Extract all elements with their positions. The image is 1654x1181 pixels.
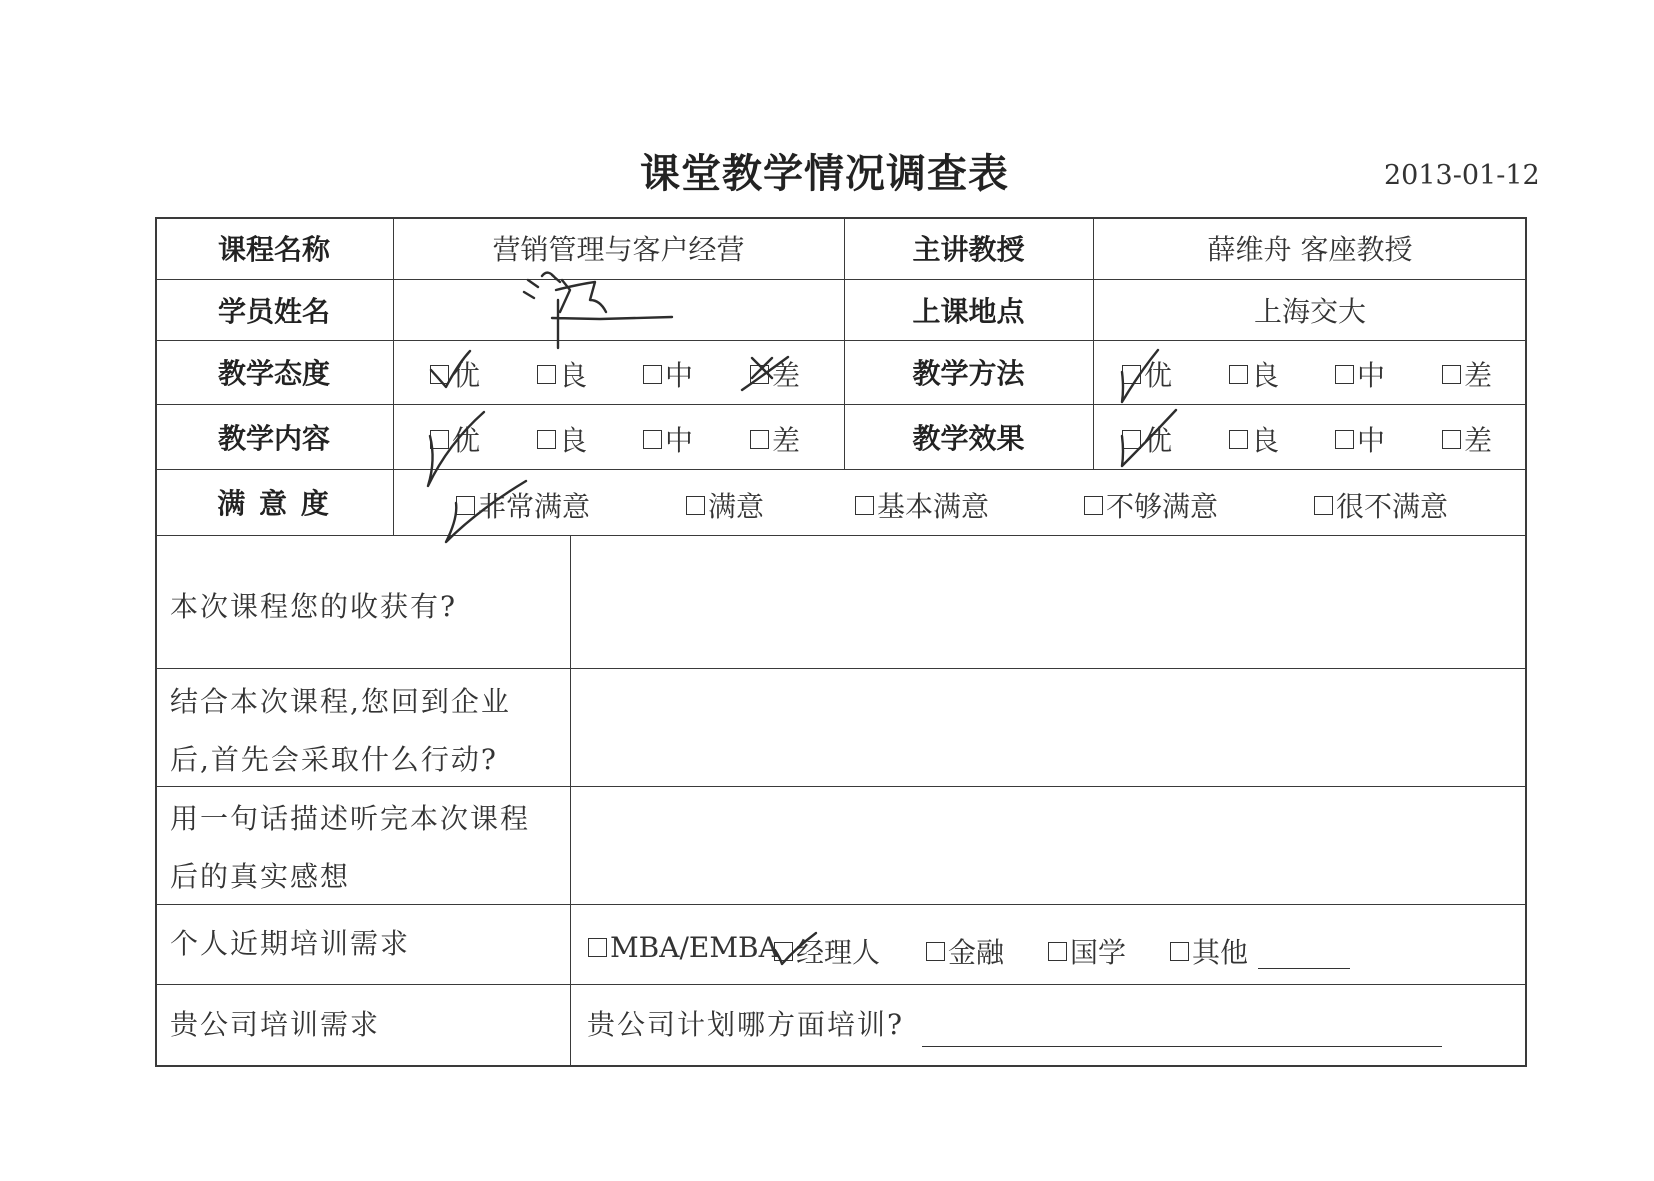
attitude-option-poor[interactable]: 差 (750, 354, 800, 394)
checkbox[interactable] (1229, 365, 1248, 384)
content-label: 教学内容 (217, 421, 330, 455)
method-option-poor[interactable]: 差 (1442, 354, 1492, 394)
checkbox[interactable] (1335, 430, 1354, 449)
content-option-excellent[interactable]: 优 (430, 419, 480, 459)
personal-option-other[interactable]: 其他 (1170, 931, 1248, 971)
course-name-label: 课程名称 (217, 233, 330, 266)
personal-option-guoxue[interactable]: 国学 (1048, 931, 1126, 971)
method-label: 教学方法 (912, 357, 1025, 390)
company-fill-line[interactable] (922, 1046, 1442, 1047)
checkbox[interactable] (1084, 496, 1103, 515)
checkbox[interactable] (1442, 365, 1461, 384)
form-date: 2013-01-12 (1384, 160, 1540, 191)
effect-option-good[interactable]: 良 (1229, 419, 1279, 459)
checkbox[interactable] (588, 938, 607, 957)
checkbox[interactable] (430, 365, 449, 384)
effect-label: 教学效果 (912, 421, 1025, 455)
satisfaction-option-very-satisfied[interactable]: 非常满意 (456, 485, 590, 525)
col-divider (570, 535, 571, 1067)
row-divider (155, 984, 1527, 985)
satisfaction-option-satisfied[interactable]: 满意 (686, 485, 764, 525)
checkbox[interactable] (750, 430, 769, 449)
attitude-option-good[interactable]: 良 (537, 354, 587, 394)
other-fill-line[interactable] (1258, 968, 1350, 969)
checkbox[interactable] (774, 942, 793, 961)
row-divider (155, 668, 1527, 669)
checkbox[interactable] (643, 365, 662, 384)
form-title: 课堂教学情况调查表 (640, 151, 1009, 197)
effect-option-poor[interactable]: 差 (1442, 419, 1492, 459)
student-name-label: 学员姓名 (217, 294, 330, 328)
question-feeling-line1: 用一句话描述听完本次课程 (170, 802, 531, 835)
satisfaction-label: 满 意 度 (217, 487, 331, 520)
satisfaction-option-not-satisfied[interactable]: 不够满意 (1084, 485, 1218, 525)
question-company-training: 贵公司培训需求 (170, 1008, 381, 1041)
personal-option-finance[interactable]: 金融 (926, 931, 1004, 971)
checkbox[interactable] (1122, 430, 1141, 449)
row-divider (155, 904, 1527, 905)
personal-option-mba[interactable]: MBA/EMBA (588, 931, 779, 964)
question-personal-training: 个人近期培训需求 (170, 927, 411, 960)
checkbox[interactable] (537, 365, 556, 384)
checkbox[interactable] (1335, 365, 1354, 384)
personal-option-manager[interactable]: 经理人 (774, 931, 880, 971)
checkbox[interactable] (686, 496, 705, 515)
attitude-option-excellent[interactable]: 优 (430, 354, 480, 394)
content-option-average[interactable]: 中 (643, 419, 693, 459)
company-training-prompt: 贵公司计划哪方面培训? (587, 1008, 905, 1041)
content-option-good[interactable]: 良 (537, 419, 587, 459)
effect-option-average[interactable]: 中 (1335, 419, 1385, 459)
satisfaction-option-basically-satisfied[interactable]: 基本满意 (855, 485, 989, 525)
checkbox[interactable] (1442, 430, 1461, 449)
attitude-label: 教学态度 (217, 357, 330, 390)
checkbox[interactable] (750, 365, 769, 384)
content-option-poor[interactable]: 差 (750, 419, 800, 459)
row-divider (155, 535, 1527, 536)
method-option-excellent[interactable]: 优 (1122, 354, 1172, 394)
effect-option-excellent[interactable]: 优 (1122, 419, 1172, 459)
lecturer-label: 主讲教授 (912, 233, 1025, 266)
question-action-line1: 结合本次课程,您回到企业 (170, 685, 511, 718)
question-action-line2: 后,首先会采取什么行动? (170, 743, 498, 776)
attitude-option-average[interactable]: 中 (643, 354, 693, 394)
checkbox[interactable] (855, 496, 874, 515)
question-feeling-line2: 后的真实感想 (170, 860, 351, 893)
course-name-value: 营销管理与客户经营 (492, 233, 745, 266)
checkbox[interactable] (1048, 942, 1067, 961)
method-option-average[interactable]: 中 (1335, 354, 1385, 394)
satisfaction-option-very-unsatisfied[interactable]: 很不满意 (1314, 485, 1448, 525)
checkbox[interactable] (1170, 942, 1189, 961)
method-option-good[interactable]: 良 (1229, 354, 1279, 394)
checkbox[interactable] (1229, 430, 1248, 449)
checkbox[interactable] (926, 942, 945, 961)
lecturer-value: 薛维舟 客座教授 (1207, 233, 1413, 266)
checkbox[interactable] (1314, 496, 1333, 515)
question-gain: 本次课程您的收获有? (170, 590, 458, 623)
checkbox[interactable] (643, 430, 662, 449)
checkbox[interactable] (537, 430, 556, 449)
location-label: 上课地点 (912, 294, 1025, 328)
checkbox[interactable] (1122, 365, 1141, 384)
checkbox[interactable] (430, 430, 449, 449)
location-value: 上海交大 (1253, 294, 1366, 328)
checkbox[interactable] (456, 496, 475, 515)
